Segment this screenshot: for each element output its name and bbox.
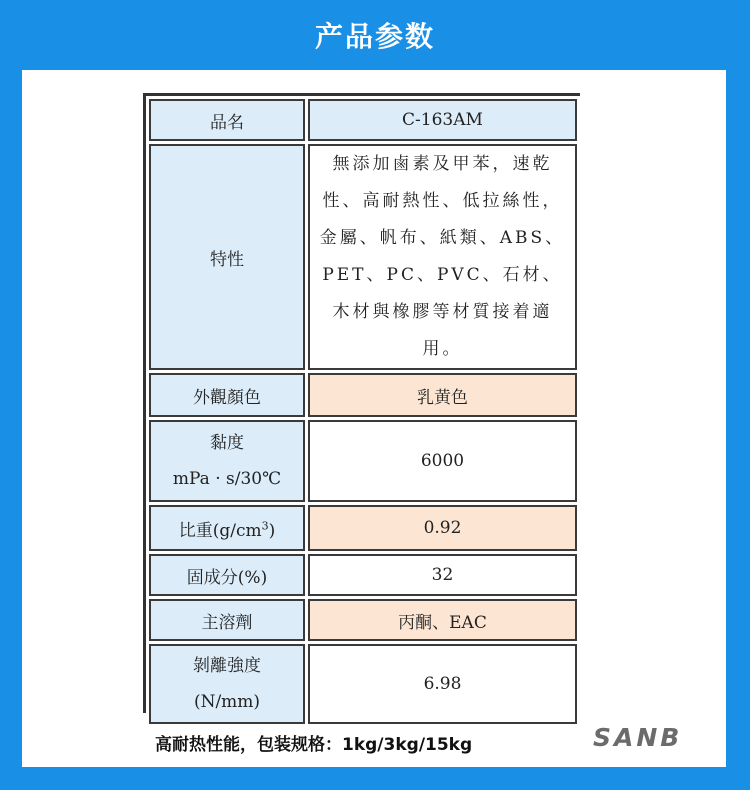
viscosity-unit-text: mPa · s/30℃ [172,469,282,489]
row-label-peel-strength [149,644,305,724]
svg-text:SANB: SANB [593,723,683,752]
peel-strength-label-text: 剝離強度 [193,656,261,676]
viscosity-label-text: 黏度 [210,433,244,453]
row-label-features: 特性 [149,144,305,370]
row-value-viscosity: 6000 [308,420,577,502]
row-label-product-name: 品名 [149,99,305,141]
row-value-product-name: C-163AM [308,99,577,141]
specific-gravity-superscript: 3 [261,518,269,532]
row-value-main-solvent: 丙酮、EAC [308,599,577,641]
table-row [149,420,577,502]
row-value-solid-content: 32 [308,554,577,596]
sanb-logo [593,722,705,752]
table-row [149,599,577,641]
row-value-peel-strength: 6.98 [308,644,577,724]
table-row [149,505,577,551]
row-value-specific-gravity: 0.92 [308,505,577,551]
row-label-main-solvent: 主溶劑 [149,599,305,641]
table-row [149,144,577,370]
row-label-viscosity [149,420,305,502]
row-label-appearance-color: 外觀顏色 [149,373,305,417]
table-row [149,373,577,417]
table-row [149,644,577,724]
specific-gravity-label-end: ) [268,520,276,541]
packaging-note: 高耐热性能，包装规格：1kg/3kg/15kg [155,735,473,755]
row-value-appearance-color: 乳黄色 [308,373,577,417]
table-row [149,554,577,596]
spec-table-wrapper [143,93,580,713]
spec-table [146,96,580,727]
peel-strength-unit-text: (N/mm) [193,692,261,712]
specific-gravity-label-text: 比重(g/cm [178,520,262,541]
page-title: 产品参数 [314,20,435,53]
row-value-features: 無添加鹵素及甲苯，速乾性、高耐熱性、低拉絲性，金屬、帆布、紙類、ABS、PET、PC、PVC、石材、木材與橡膠等材質接着適用。 [308,144,577,370]
row-label-specific-gravity [149,505,305,551]
table-row [149,99,577,141]
row-label-solid-content: 固成分(%) [149,554,305,596]
